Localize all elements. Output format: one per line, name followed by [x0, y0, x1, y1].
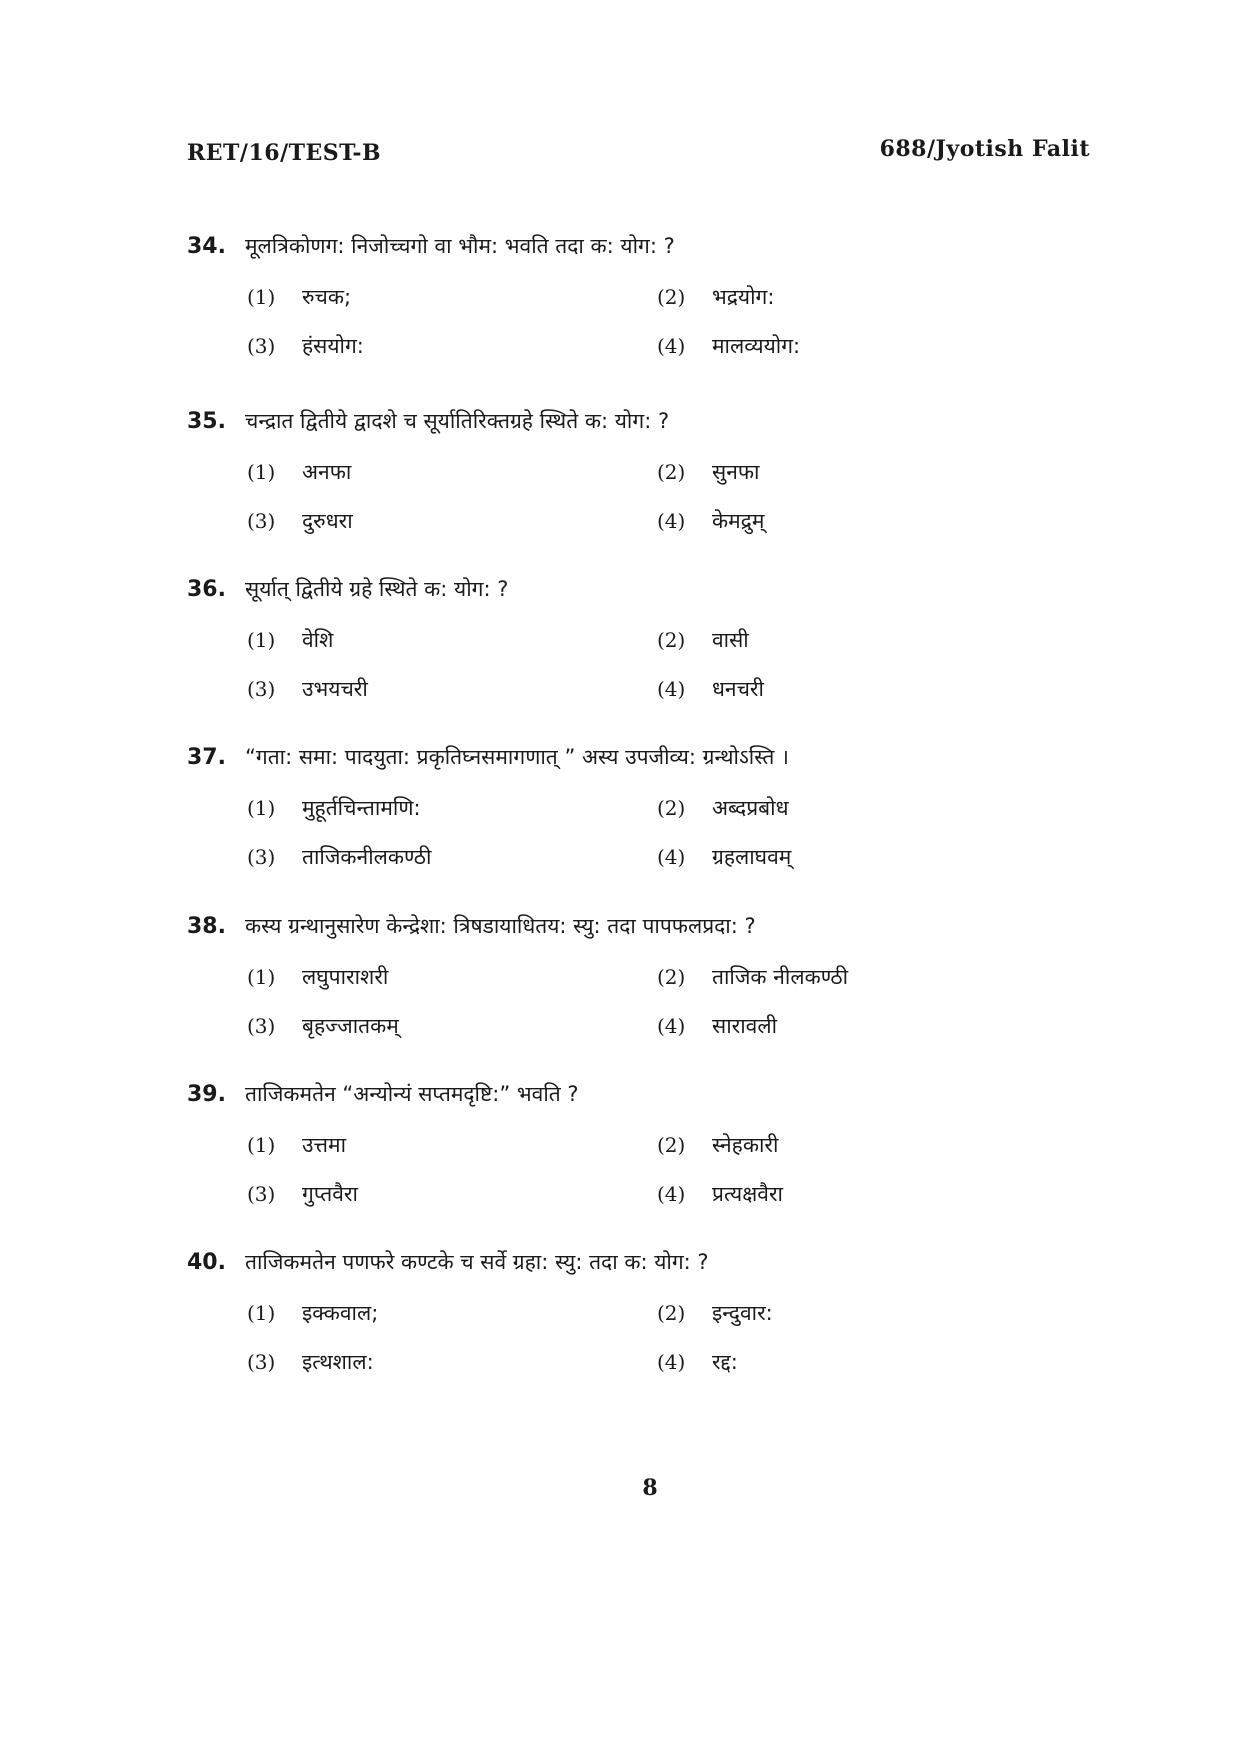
option-text: इक्कवाल; [302, 1300, 379, 1325]
option-number: (2) [657, 627, 686, 652]
option-text: मुहूर्तचिन्तामणि: [302, 795, 421, 820]
page-number: 8 [642, 1475, 658, 1501]
option-4 [657, 1348, 1067, 1376]
question-34 [187, 232, 1087, 370]
option-text: वेशि [302, 627, 334, 652]
option-text: अनफा [302, 459, 352, 484]
option-3 [247, 332, 657, 360]
option-text: इत्थशाल: [302, 1349, 374, 1374]
option-number: (2) [657, 284, 686, 309]
option-number: (4) [657, 844, 686, 869]
option-number: (1) [247, 795, 276, 820]
option-text: स्नेहकारी [712, 1132, 779, 1157]
option-text: रद्द: [712, 1349, 738, 1374]
option-text: ग्रहलाघवम् [712, 844, 792, 869]
option-2 [657, 283, 1067, 311]
question-text: मूलत्रिकोणग: निजोच्चगो वा भौम: भवति तदा क: योग: ? [245, 234, 675, 258]
option-text: ताजिकनीलकण्ठी [302, 844, 432, 869]
option-text: हंसयोग: [302, 333, 364, 358]
question-38 [187, 912, 1087, 1050]
question-text: कस्य ग्रन्थानुसारेण केन्द्रेशा: त्रिषडायाधितय: स्यु: तदा पापफलप्रदा: ? [245, 914, 756, 938]
option-4 [657, 843, 1067, 871]
option-number: (4) [657, 333, 686, 358]
option-number: (4) [657, 1013, 686, 1038]
option-text: वासी [712, 627, 749, 652]
option-number: (2) [657, 964, 686, 989]
option-1 [247, 963, 657, 991]
question-text: सूर्यात् द्वितीये ग्रहे स्थिते क: योग: ? [245, 577, 509, 601]
option-1 [247, 1131, 657, 1159]
question-40 [187, 1248, 1087, 1386]
option-1 [247, 626, 657, 654]
option-number: (3) [247, 676, 276, 701]
option-number: (1) [247, 964, 276, 989]
option-text: उत्तमा [302, 1132, 347, 1157]
option-number: (1) [247, 459, 276, 484]
option-number: (3) [247, 333, 276, 358]
question-number: 35. [187, 409, 226, 434]
option-1 [247, 283, 657, 311]
option-1 [247, 794, 657, 822]
option-4 [657, 1012, 1067, 1040]
question-36 [187, 575, 1087, 713]
option-text: भद्रयोग: [712, 284, 775, 309]
option-number: (4) [657, 676, 686, 701]
option-2 [657, 794, 1067, 822]
question-35 [187, 407, 1087, 545]
option-3 [247, 843, 657, 871]
option-4 [657, 1180, 1067, 1208]
question-number: 39. [187, 1082, 226, 1107]
option-2 [657, 1299, 1067, 1327]
option-number: (2) [657, 1132, 686, 1157]
option-2 [657, 458, 1067, 486]
option-3 [247, 675, 657, 703]
header-left-code: RET/16/TEST-B [187, 140, 382, 166]
option-number: (2) [657, 1300, 686, 1325]
option-text: इन्दुवार: [712, 1300, 773, 1325]
option-3 [247, 1348, 657, 1376]
option-4 [657, 332, 1067, 360]
question-number: 37. [187, 745, 226, 770]
option-number: (4) [657, 508, 686, 533]
option-number: (3) [247, 1013, 276, 1038]
option-3 [247, 1012, 657, 1040]
option-number: (3) [247, 1349, 276, 1374]
option-3 [247, 507, 657, 535]
option-text: प्रत्यक्षवैरा [712, 1181, 783, 1206]
option-text: मालव्ययोग: [712, 333, 801, 358]
option-text: रुचक; [302, 284, 352, 309]
option-text: सारावली [712, 1013, 778, 1038]
option-text: धनचरी [712, 676, 764, 701]
option-number: (4) [657, 1349, 686, 1374]
option-1 [247, 458, 657, 486]
option-text: उभयचरी [302, 676, 368, 701]
option-2 [657, 1131, 1067, 1159]
option-text: दुरुधरा [302, 508, 353, 533]
option-number: (3) [247, 844, 276, 869]
option-number: (3) [247, 508, 276, 533]
option-2 [657, 626, 1067, 654]
option-text: सुनफा [712, 459, 760, 484]
option-text: केमद्रुम् [712, 508, 765, 533]
option-number: (4) [657, 1181, 686, 1206]
option-text: ताजिक नीलकण्ठी [712, 964, 849, 989]
question-number: 36. [187, 577, 226, 602]
option-number: (2) [657, 459, 686, 484]
option-3 [247, 1180, 657, 1208]
option-text: लघुपाराशरी [302, 964, 389, 989]
option-text: अब्दप्रबोध [712, 795, 789, 820]
option-text: बृहज्जातकम् [302, 1013, 399, 1038]
question-37 [187, 743, 1087, 881]
option-number: (2) [657, 795, 686, 820]
option-4 [657, 507, 1067, 535]
option-number: (1) [247, 1300, 276, 1325]
question-number: 34. [187, 234, 226, 259]
option-number: (1) [247, 284, 276, 309]
option-1 [247, 1299, 657, 1327]
option-4 [657, 675, 1067, 703]
option-text: गुप्तवैरा [302, 1181, 358, 1206]
option-number: (1) [247, 627, 276, 652]
question-39 [187, 1080, 1087, 1218]
option-number: (1) [247, 1132, 276, 1157]
question-text: ताजिकमतेन पणफरे कण्टके च सर्वे ग्रहा: स्यु: तदा क: योग: ? [245, 1250, 709, 1274]
question-number: 40. [187, 1250, 226, 1275]
question-number: 38. [187, 914, 226, 939]
option-number: (3) [247, 1181, 276, 1206]
option-2 [657, 963, 1067, 991]
question-text: ताजिकमतेन “अन्योन्यं सप्तमदृष्टि:” भवति ? [245, 1082, 579, 1106]
header-right-subject: 688/Jyotish Falit [879, 136, 1090, 162]
question-text: चन्द्रात द्वितीये द्वादशे च सूर्यातिरिक्तग्रहे स्थिते क: योग: ? [245, 409, 670, 433]
question-text: “गता: समा: पादयुता: प्रकृतिघ्नसमागणात् ” अस्य उपजीव्य: ग्रन्थोऽस्ति । [245, 745, 789, 769]
